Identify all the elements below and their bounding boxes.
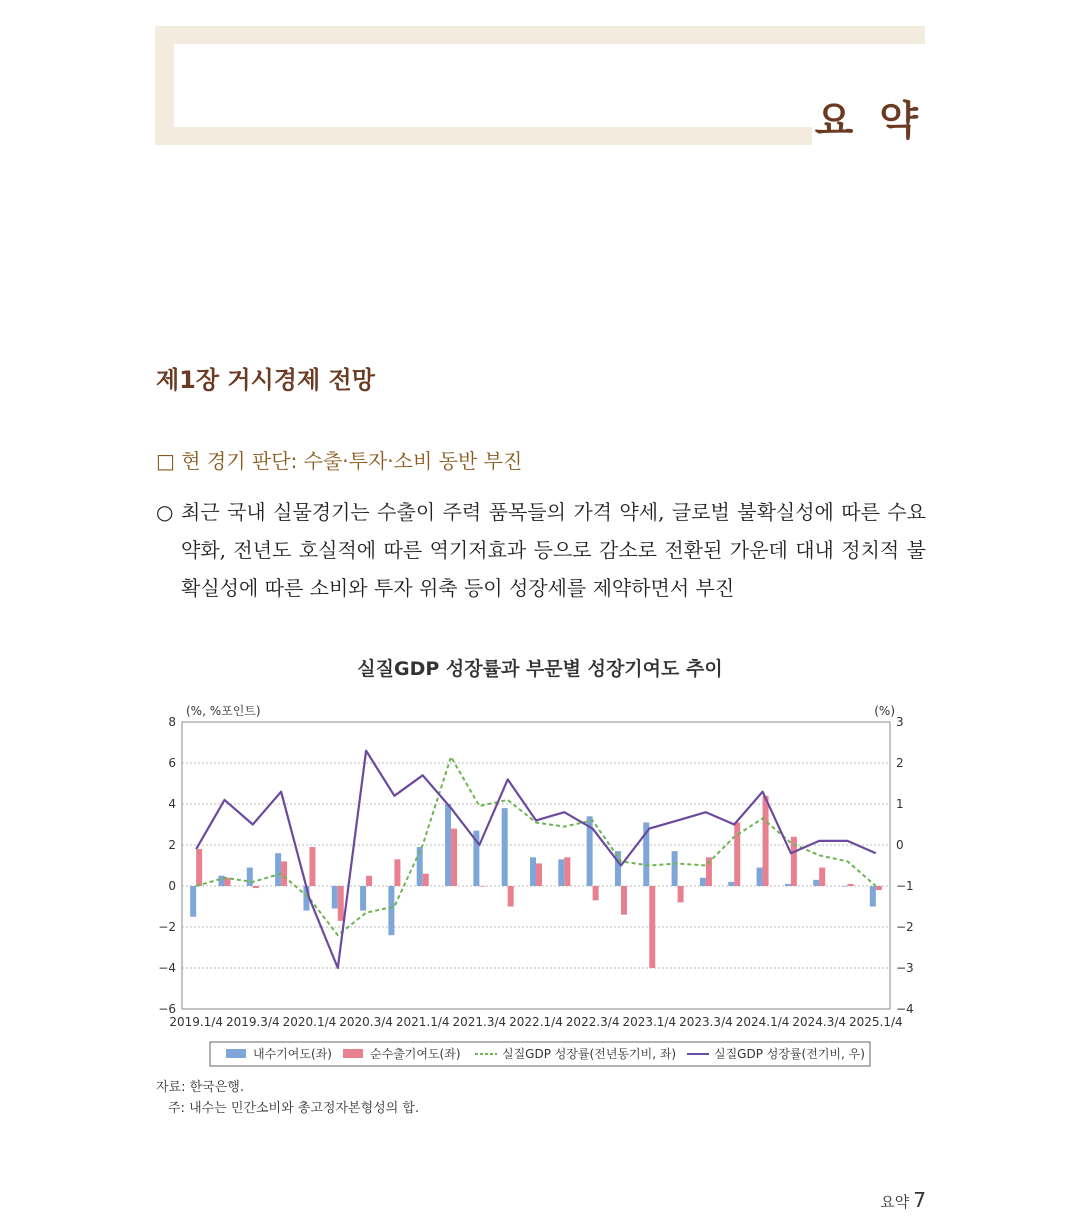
page-title: 요 약 (814, 98, 924, 144)
bar-netexport (649, 886, 655, 968)
legend-swatch (343, 1049, 363, 1058)
bar-domestic (360, 886, 366, 911)
bar-domestic (615, 851, 621, 886)
legend-swatch (226, 1049, 246, 1058)
chapter-title: 제1장 거시경제 전망 (156, 366, 375, 394)
bar-domestic (275, 853, 281, 886)
bar-domestic (247, 868, 253, 886)
x-tick-label: 2025.1/4 (849, 1015, 903, 1029)
left-tick-label: 4 (168, 797, 176, 811)
circle-bullet-icon: ○ (156, 500, 174, 524)
x-tick-label: 2021.3/4 (452, 1015, 507, 1029)
x-tick-label: 2023.1/4 (622, 1015, 677, 1029)
bar-netexport (819, 868, 825, 886)
bar-netexport (508, 886, 514, 907)
bar-netexport (564, 857, 570, 886)
left-tick-label: 8 (168, 715, 176, 729)
source-note: 주: 내수는 민간소비와 총고정자본형성의 합. (168, 1101, 420, 1116)
paragraph-text: 최근 국내 실물경기는 수출이 주력 품목들의 가격 약세, 글로벌 불확실성에 따른 수요 약화, 전년도 호실적에 따른 역기저효과 등으로 감소로 전환된 가운데 대내 정치적 불확실성에 따른 소비와 투자 위축 등이 성장세를 제약하면서 부진 (181, 500, 926, 600)
gdp-yoy-line (196, 757, 876, 935)
bar-netexport (621, 886, 627, 915)
bar-domestic (190, 886, 196, 917)
bar-domestic (728, 882, 734, 886)
right-tick-label: −1 (896, 879, 914, 893)
right-tick-label: 1 (896, 797, 904, 811)
chart-source (156, 1077, 419, 1119)
left-tick-label: −6 (158, 1002, 176, 1016)
bar-netexport (479, 886, 485, 887)
legend-label: 실질GDP 성장률(전기비, 우) (714, 1047, 865, 1061)
bar-domestic (445, 804, 451, 886)
legend-label: 내수기여도(좌) (253, 1047, 332, 1061)
bar-netexport (593, 886, 599, 900)
footer-label: 요약 (880, 1193, 910, 1211)
bar-netexport (224, 878, 230, 886)
left-tick-label: −2 (158, 920, 176, 934)
bar-netexport (338, 886, 344, 921)
bar-domestic (842, 886, 848, 887)
legend-label: 실질GDP 성장률(전년동기비, 좌) (502, 1047, 677, 1061)
section-heading: □ 현 경기 판단: 수출·투자·소비 동반 부진 (156, 449, 523, 473)
title-frame-inner (174, 44, 925, 127)
bar-netexport (734, 822, 740, 886)
right-tick-label: −4 (896, 1002, 914, 1016)
right-tick-label: 2 (896, 756, 904, 770)
source-label: 자료: 한국은행. (156, 1080, 244, 1095)
legend-label: 순수출기여도(좌) (370, 1047, 461, 1061)
chart-legend (210, 1042, 870, 1066)
bar-domestic (672, 851, 678, 886)
right-tick-label: −2 (896, 920, 914, 934)
bar-netexport (876, 886, 882, 890)
right-tick-label: 3 (896, 715, 904, 729)
bar-netexport (309, 847, 315, 886)
bar-netexport (253, 886, 259, 888)
x-tick-label: 2020.1/4 (282, 1015, 337, 1029)
left-tick-label: −4 (158, 961, 176, 975)
x-tick-label: 2024.1/4 (735, 1015, 790, 1029)
left-tick-label: 6 (168, 756, 176, 770)
right-axis-unit: (%) (874, 704, 895, 718)
bar-netexport (394, 859, 400, 886)
right-tick-label: −3 (896, 961, 914, 975)
left-axis-unit: (%, %포인트) (186, 704, 261, 718)
x-tick-label: 2020.3/4 (339, 1015, 393, 1029)
bar-netexport (848, 884, 854, 886)
page-number: 7 (913, 1188, 926, 1212)
x-tick-label: 2022.3/4 (565, 1015, 620, 1029)
chart-title: 실질GDP 성장률과 부문별 성장기여도 추이 (357, 658, 723, 680)
bar-netexport (678, 886, 684, 902)
bar-domestic (332, 886, 338, 909)
bar-domestic (785, 884, 791, 886)
bar-netexport (366, 876, 372, 886)
right-tick-label: 0 (896, 838, 904, 852)
page-footer (880, 1188, 926, 1212)
x-tick-label: 2023.3/4 (679, 1015, 733, 1029)
bar-netexport (536, 863, 542, 886)
x-tick-label: 2019.1/4 (169, 1015, 223, 1029)
x-tick-label: 2024.3/4 (792, 1015, 847, 1029)
bar-domestic (502, 808, 508, 886)
bar-domestic (558, 859, 564, 886)
x-tick-label: 2022.1/4 (509, 1015, 563, 1029)
left-tick-label: 0 (168, 879, 176, 893)
bar-domestic (700, 878, 706, 886)
bar-domestic (813, 880, 819, 886)
bar-netexport (423, 874, 429, 886)
bar-netexport (281, 861, 287, 886)
x-tick-label: 2021.1/4 (395, 1015, 450, 1029)
bar-netexport (196, 849, 202, 886)
bar-netexport (763, 796, 769, 886)
bar-domestic (388, 886, 394, 935)
gdp-contribution-chart (150, 695, 920, 1075)
left-tick-label: 2 (168, 838, 176, 852)
bar-domestic (870, 886, 876, 907)
x-tick-label: 2019.3/4 (225, 1015, 280, 1029)
bar-netexport (451, 829, 457, 886)
bar-domestic (530, 857, 536, 886)
summary-paragraph (156, 493, 926, 607)
bar-domestic (757, 868, 763, 886)
